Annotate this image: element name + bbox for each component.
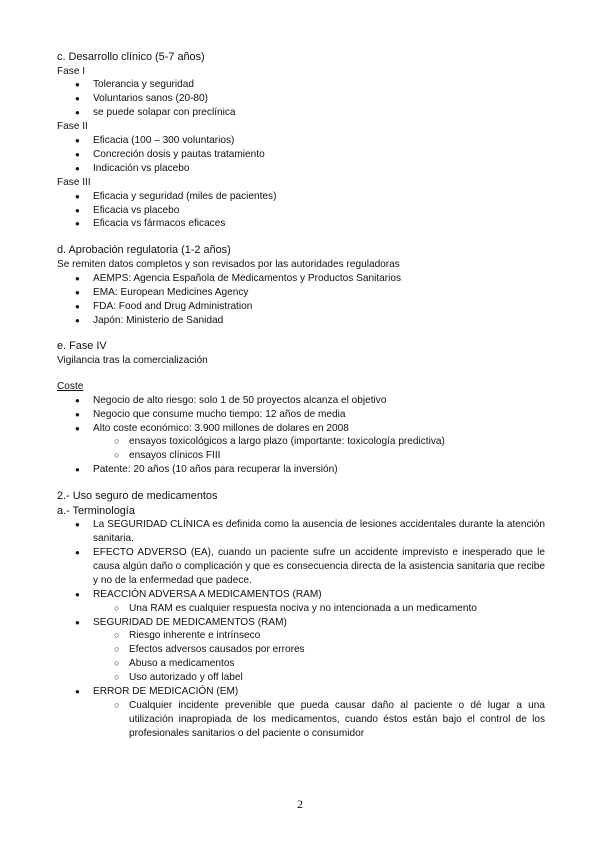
bullet-icon: ● bbox=[75, 136, 80, 146]
list-item: ○ Efectos adversos causados por errores bbox=[114, 644, 305, 656]
list-item: ● La SEGURIDAD CLÍNICA es definida como la ausencia de lesiones accidentales durante la atención sanitaria. bbox=[75, 519, 545, 545]
list-item: ● SEGURIDAD DE MEDICAMENTOS (RAM) ○ Riesgo inherente e intrínseco ○ Efectos adversos causados por errores ○ Abuso a medicamentos ○ Uso autorizado y off label bbox=[57, 616, 545, 686]
list-item: ○ Uso autorizado y off label bbox=[114, 672, 243, 684]
bullet-icon: ● bbox=[75, 465, 80, 475]
bullet-icon: ● bbox=[75, 287, 80, 297]
bullet-icon: ● bbox=[75, 589, 80, 599]
list-item: ● Patente: 20 años (10 años para recuperar la inversión) bbox=[75, 464, 338, 476]
bullet-icon: ● bbox=[75, 273, 80, 283]
bullet-icon: ● bbox=[75, 423, 80, 433]
list-item: ○ Riesgo inherente e intrínseco bbox=[114, 630, 261, 642]
list-item: ○ Cualquier incidente prevenible que pueda causar daño al paciente o dé lugar a una utilización inapropiada de los medicamentos, cuando éstos están bajo el control de los profesionales sanitarios o del paciente o consumidor bbox=[114, 699, 545, 739]
hollow-bullet-icon: ○ bbox=[114, 436, 120, 447]
coste-sublist bbox=[57, 435, 545, 463]
bullet-icon: ● bbox=[75, 108, 80, 118]
hollow-bullet-icon: ○ bbox=[114, 699, 120, 710]
section-d-intro: Se remiten datos completos y son revisados por las autoridades reguladoras bbox=[57, 258, 400, 270]
coste-title: Coste bbox=[57, 380, 84, 392]
fase2-label: Fase II bbox=[57, 121, 88, 133]
ram-sublist bbox=[57, 602, 545, 616]
list-item: ○ ensayos clínicos FIII bbox=[114, 450, 221, 462]
list-item: ● ERROR DE MEDICACIÓN (EM) ○ Cualquier incidente prevenible que pueda causar daño al paciente o dé lugar a una utilización inapropiada de los medicamentos, cuando éstos están bajo el control de los profesionales sanitarios o del paciente o consumidor bbox=[57, 685, 545, 741]
agencies-list bbox=[57, 272, 545, 328]
section-c-title: c. Desarrollo clínico (5-7 años) bbox=[57, 51, 205, 63]
section-e-title: e. Fase IV bbox=[57, 340, 107, 353]
hollow-bullet-icon: ○ bbox=[114, 658, 120, 669]
list-item: ● Negocio que consume mucho tiempo: 12 años de media bbox=[75, 408, 346, 420]
bullet-icon: ● bbox=[75, 301, 80, 311]
list-item: ● Voluntarios sanos (20-80) bbox=[75, 93, 209, 105]
hollow-bullet-icon: ○ bbox=[114, 630, 120, 641]
error-sublist bbox=[57, 699, 545, 741]
list-item: ● Indicación vs placebo bbox=[75, 162, 190, 174]
list-item: ● Japón: Ministerio de Sanidad bbox=[75, 314, 224, 326]
bullet-icon: ● bbox=[75, 219, 80, 229]
hollow-bullet-icon: ○ bbox=[114, 644, 120, 655]
bullet-icon: ● bbox=[75, 191, 80, 201]
list-item: ● EFECTO ADVERSO (EA), cuando un paciente sufre un accidente imprevisto e inesperado que le causa algún daño o complicación y que es consecuencia directa de la asistencia sanitaria que recibe y no de la enfermedad que padece. bbox=[75, 546, 545, 586]
fase1-label: Fase I bbox=[57, 65, 86, 77]
coste-list bbox=[57, 394, 545, 477]
list-item: ● FDA: Food and Drug Administration bbox=[75, 300, 253, 312]
list-item: ○ Una RAM es cualquier respuesta nociva y no intencionada a un medicamento bbox=[114, 602, 477, 614]
list-item: ● Alto coste económico: 3.900 millones de dolares en 2008 ○ ensayos toxicológicos a largo plazo (importante: toxicología predictiva) ○ ensayos clínicos FIII bbox=[57, 422, 545, 464]
list-item: ● Concreción dosis y pautas tratamiento bbox=[75, 148, 265, 160]
bullet-icon: ● bbox=[75, 163, 80, 173]
list-item: ○ ensayos toxicológicos a largo plazo (importante: toxicología predictiva) bbox=[114, 436, 445, 448]
list-item: ● Tolerancia y seguridad bbox=[75, 79, 194, 91]
list-item: ● AEMPS: Agencia Española de Medicamentos y Productos Sanitarios bbox=[75, 272, 402, 284]
hollow-bullet-icon: ○ bbox=[114, 602, 120, 613]
bullet-icon: ● bbox=[75, 617, 80, 627]
uso-seguro-title: 2.- Uso seguro de medicamentos bbox=[57, 490, 218, 503]
list-item: ● Eficacia vs fármacos eficaces bbox=[75, 218, 226, 230]
list-item: ● REACCIÓN ADVERSA A MEDICAMENTOS (RAM) ○ Una RAM es cualquier respuesta nociva y no intencionada a un medicamento bbox=[57, 588, 545, 616]
bullet-icon: ● bbox=[75, 94, 80, 104]
bullet-icon: ● bbox=[75, 315, 80, 325]
list-item: ● Eficacia y seguridad (miles de pacientes) bbox=[75, 190, 277, 202]
fase2-list bbox=[57, 134, 545, 176]
bullet-icon: ● bbox=[75, 520, 80, 530]
section-d-title: d. Aprobación regulatoria (1-2 años) bbox=[57, 244, 231, 257]
bullet-icon: ● bbox=[75, 149, 80, 159]
bullet-icon: ● bbox=[75, 80, 80, 90]
hollow-bullet-icon: ○ bbox=[114, 672, 120, 683]
bullet-icon: ● bbox=[75, 547, 80, 557]
seguridad-sublist bbox=[57, 629, 545, 685]
section-e-text: Vigilancia tras la comercialización bbox=[57, 354, 208, 366]
list-item: ● Eficacia (100 – 300 voluntarios) bbox=[75, 135, 235, 147]
fase3-list bbox=[57, 190, 545, 232]
hollow-bullet-icon: ○ bbox=[114, 450, 120, 461]
fase1-list bbox=[57, 78, 545, 120]
terminologia-list bbox=[57, 518, 545, 741]
list-item: ● Negocio de alto riesgo: solo 1 de 50 proyectos alcanza el objetivo bbox=[75, 394, 387, 406]
bullet-icon: ● bbox=[75, 205, 80, 215]
list-item: ● se puede solapar con preclínica bbox=[75, 107, 236, 119]
bullet-icon: ● bbox=[75, 687, 80, 697]
terminologia-title: a.- Terminología bbox=[57, 504, 135, 517]
bullet-icon: ● bbox=[75, 409, 80, 419]
page-number: 2 bbox=[297, 797, 303, 811]
fase3-label: Fase III bbox=[57, 176, 91, 188]
document-body bbox=[57, 50, 545, 741]
list-item: ● Eficacia vs placebo bbox=[75, 204, 180, 216]
bullet-icon: ● bbox=[75, 395, 80, 405]
list-item: ● EMA: European Medicines Agency bbox=[75, 286, 249, 298]
list-item: ○ Abuso a medicamentos bbox=[114, 658, 235, 670]
